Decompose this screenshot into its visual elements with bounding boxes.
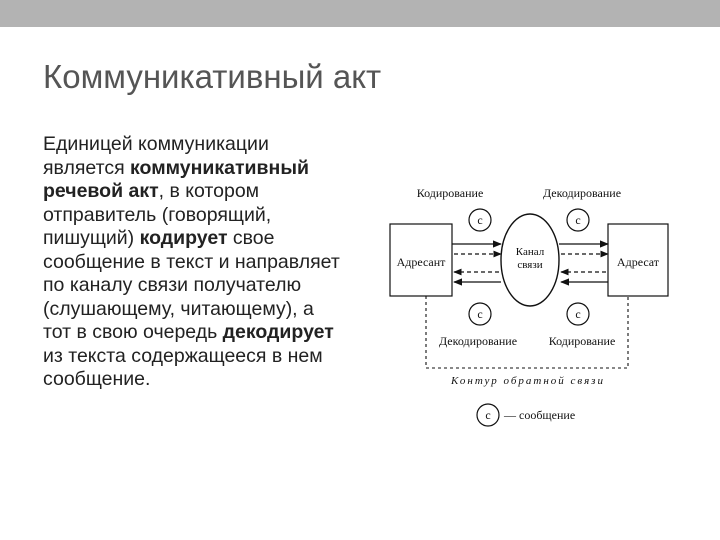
channel-label-line1: Канал xyxy=(515,246,545,258)
bottom-left-label: Декодирование xyxy=(438,334,518,348)
message-symbol-bottom-left: с xyxy=(477,307,483,321)
communication-diagram xyxy=(370,172,670,432)
message-symbol-bottom-right: с xyxy=(575,307,581,321)
feedback-label: Контур обратной связи xyxy=(451,375,605,387)
body-text-run: из текста содержащееся в нем сообщение. xyxy=(43,344,323,390)
message-symbol-top-left: с xyxy=(477,213,483,227)
message-symbol-top-right: с xyxy=(575,213,581,227)
body-bold-term: декодирует xyxy=(222,321,334,343)
legend-message-symbol: с xyxy=(485,408,491,422)
top-band xyxy=(0,0,720,27)
body-bold-term: коммуникативный речевой акт xyxy=(43,156,309,202)
bottom-right-label: Кодирование xyxy=(548,334,616,348)
feedback-contour xyxy=(426,296,628,368)
receiver-label: Адресат xyxy=(616,255,660,269)
body-text-run: Единицей коммуникации является xyxy=(43,133,269,179)
body-text xyxy=(43,133,343,392)
body-text-run: свое сообщение в текст и направляет по каналу связи получателю (слушающему, читающему), а тот в свою очередь xyxy=(43,227,340,343)
sender-label: Адресант xyxy=(396,255,446,269)
legend-text: — сообщение xyxy=(504,408,576,422)
channel-label-line2: связи xyxy=(517,259,543,271)
slide-title: Коммуникативный акт xyxy=(43,58,382,95)
top-right-label: Декодирование xyxy=(542,186,622,200)
top-left-label: Кодирование xyxy=(416,186,484,200)
body-text-run: , в котором отправитель (говорящий, пишущий) xyxy=(43,180,272,249)
body-bold-term: кодирует xyxy=(139,227,228,249)
